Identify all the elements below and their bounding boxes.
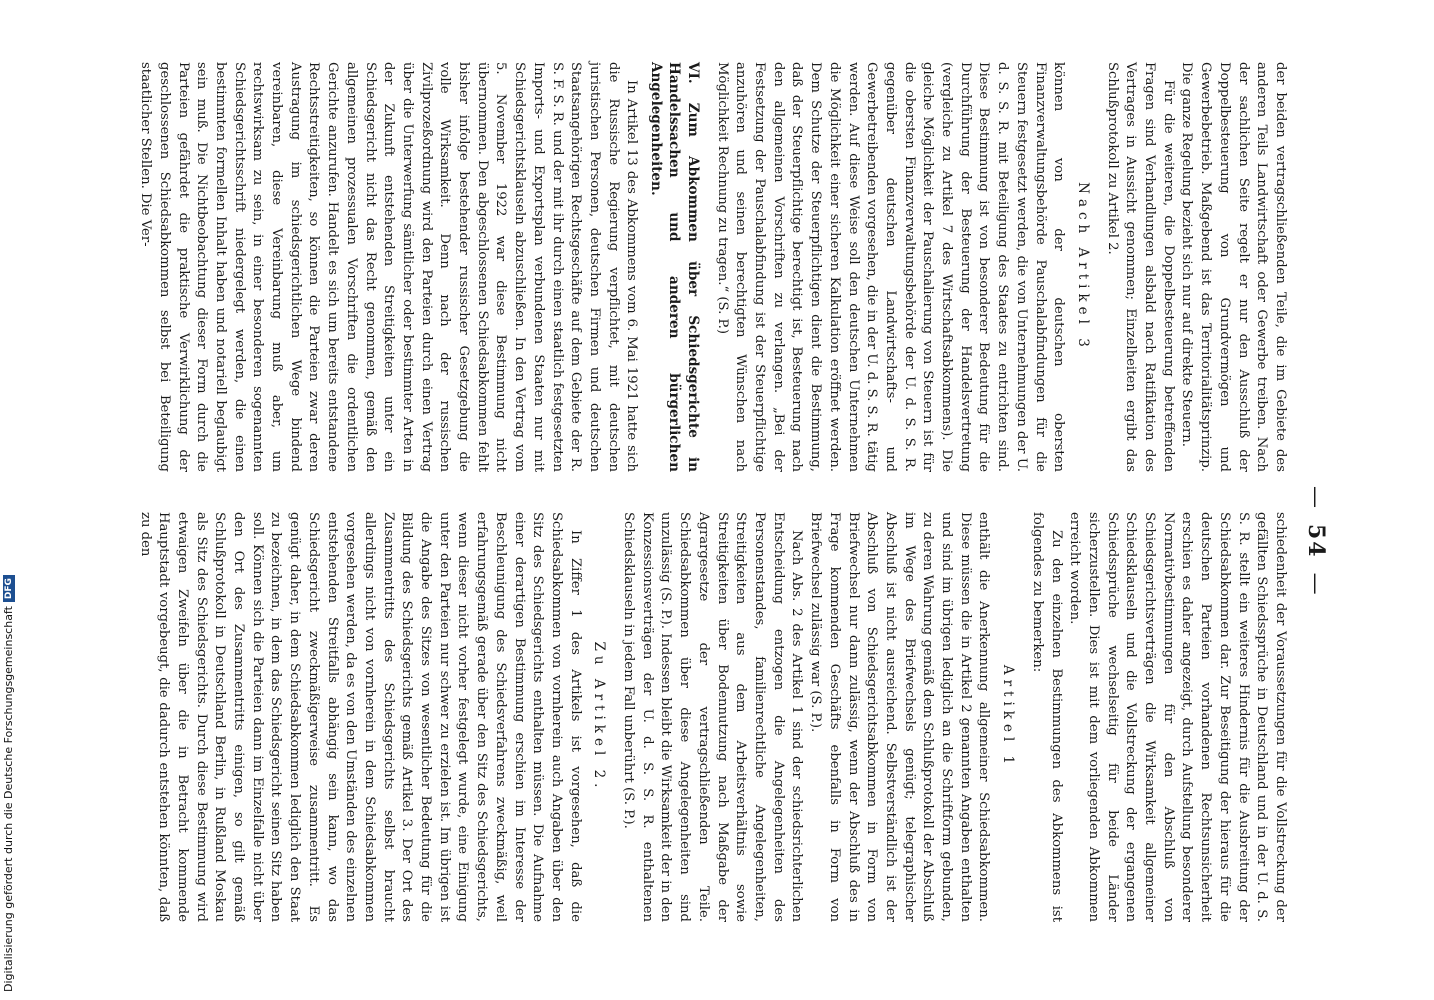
page-number-dash-right: —	[1303, 572, 1328, 597]
credit-text: Digitalisierung gefördert durch die Deutsche Forschungsgemeinschaft	[2, 606, 15, 992]
paragraph: In Artikel 13 des Abkommens vom 6. Mai 1921 hatte sich die Russische Regierung verpflichtet, mit deutschen juristischen Personen, deutschen Firmen und deutschen Staatsangehörigen Rechtsgeschäfte auf dem Gebiete der R. S. F. S. R. und der mit ihr durch einen staatlich festgesetzten Imports- und Exportsplan verbundenen Staaten nur mit Schiedsgerichtsklauseln abzuschließen. In den Vertrag vom 5. November 1922 war diese Bestimmung nicht übernommen. Den abgeschlossenen Schiedsabkommen fehlt bisher infolge bestehender russischer Gesetzgebung die volle Wirksamkeit. Denn nach der russischen Zivilprozeßordnung wird den Parteien durch einen Vertrag über die Unterwerfung sämtlicher oder bestimmter Arten in der Zukunft entstehenden Streitigkeiten unter ein Schiedsgericht nicht das Recht genommen, gemäß den allgemeinen prozessualen Vorschriften die ordentlichen Gerichte anzurufen. Handelt es sich um bereits entstandene Rechtsstreitigkeiten, so können die Parteien zwar deren Austragung im schiedsgerichtlichen Wege bindend vereinbaren, diese Vereinbarung muß aber, um rechtswirksam zu sein, in einer besonderen sogenannten Schiedsgerichtsschrift niedergelegt werden, die einen bestimmten formellen Inhalt haben und notariell beglaubigt sein muß. Die Nichtbeobachtung dieser Form durch die Parteien gefährdet die praktische Verwirklichung der geschlossenen Schiedsabkommen selbst bei Beteiligung staatlicher Stellen. Die Ver-	[138, 62, 640, 472]
page-number-value: 54	[1303, 524, 1329, 559]
scanned-page	[20, 0, 1434, 1000]
right-column	[135, 512, 1289, 922]
left-column	[135, 62, 1289, 472]
heading-artikel-2: Zu Artikel 2.	[591, 641, 608, 793]
dfg-logo-icon: DFG	[3, 575, 15, 602]
paragraph: enthält die Anerkennung allgemeiner Schiedsabkommen. Diese müssen die in Artikel 2 genannten Angaben enthalten und sind im übrigen lediglich an die Schriftform gebunden, zu deren Wahrung gemäß dem Schlußprotokoll der Abschluß im Wege des Briefwechsels genügt; telegraphischer Abschluß ist nicht ausreichend. Selbstverständlich ist der Abschluß von Schiedsgerichtsabkommen in Form von Briefwechsel nur dann zulässig, wenn der Abschluß des in Frage kommenden Geschäfts ebenfalls in Form von Briefwechsel zulässig war (S. P.).	[808, 512, 992, 922]
page-number	[1303, 472, 1329, 611]
heading-artikel-1: Artikel 1	[1000, 664, 1017, 770]
rotated-page	[137, 50, 1337, 950]
heading-artikel-3: Nach Artikel 3	[1074, 182, 1091, 352]
paragraph: Für die weiteren, die Doppelbesteuerung betreffenden Fragen sind Verhandlungen alsbald nach Ratifikation des Vertrages in Aussicht genommen; Einzelheiten ergibt das Schlußprotokoll zu Artikel 2.	[1104, 62, 1176, 472]
paragraph: In Ziffer 1 des Artikels ist vorgesehen, daß die Schiedsabkommen von vornherein auch Angaben über den Sitz des Schiedsgerichts enthalten müssen. Die Aufnahme einer derartigen Bestimmung erschien im Interesse der Beschleunigung des Schiedsverfahrens zweckmäßig, weil erfahrungsgemäß gerade über den Sitz des Schiedsgerichts, wenn dieser nicht vorher festgelegt wurde, eine Einigung unter den Parteien nur schwer zu erzielen ist. Im übrigen ist die Angabe des Sitzes von wesentlicher Bedeutung für die Bildung des Schiedsgerichts gemäß Artikel 3. Der Ort des Zusammentritts des Schiedsgerichts selbst braucht allerdings nicht von vornherein in dem Schiedsabkommen vorgesehen werden, da es von den Umständen des einzelnen entstehenden Streitfalls abhängig sein kann, wo das Schiedsgericht zweckmäßigerweise zusammentritt. Es genügt daher, in dem Schiedsabkommen lediglich den Staat zu bezeichnen, in dem das Schiedsgericht seinen Sitz haben soll. Können sich die Parteien dann im Einzelfalle nicht über den Ort des Zusammentritts einigen, so gilt gemäß Schlußprotokoll in Deutschland Berlin, in Rußland Moskau als Sitz des Schiedsgerichts. Durch diese Bestimmung wird etwaigen Zweifeln über die in Betracht kommende Hauptstadt vorgebeugt, die dadurch entstehen könnten, daß zu den	[137, 512, 583, 922]
paragraph: Zu den einzelnen Bestimmungen des Abkommens ist folgendes zu bemerken:	[1029, 512, 1064, 922]
paragraph: können von der deutschen obersten Finanzverwaltungsbehörde Pauschalabfindungen für die Steuern festgesetzt werden, die von Unternehmungen der U. d. S. S. R. mit Beteiligung des Staates zu entrichten sind. Diese Bestimmung ist von besonderer Bedeutung für die Durchführung der Besteuerung der Handelsvertretung (vergleiche zu Artikel 7 des Wirtschaftsabkommens). Die gleiche Möglichkeit der Pauschalierung von Steuern ist für die obersten Finanzverwaltungsbehörde der U. d. S. S. R. gegenüber deutschen Landwirtschafts- und Gewerbetreibenden vorgesehen, die in der U. d. S. S. R. tätig werden. Auf diese Weise soll den deutschen Unternehmen die Möglichkeit einer sicheren Kalkulation eröffnet werden. Dem Schutze der Steuerpflichtigen dient die Bestimmung, daß der Steuerpflichtige berechtigt ist, Besteuerung nach den allgemeinen Vorschriften zu verlangen. „Bei der Festsetzung der Pauschalabfindung ist der Steuerpflichtige anzuhören und seinen berechtigten Wünschen nach Möglichkeit Rechnung zu tragen.“ (S. P.)	[714, 62, 1067, 472]
section-heading-vi: VI. Zum Abkommen über Schiedsgerichte in Handelssachen und anderen bürgerlichen Angelegenheiten.	[647, 62, 701, 472]
paragraph: der beiden vertragschließenden Teile, die im Gebiete des anderen Teils Landwirtschaft oder Gewerbe treiben. Nach der sachlichen Seite regelt er nur den Ausschluß der Doppelbesteuerung von Grundvermögen und Gewerbebetrieb. Maßgebend ist das Territorialitätsprinzip. Die ganze Regelung bezieht sich nur auf direkte Steuern.	[1179, 62, 1288, 472]
digitization-credit	[2, 575, 15, 992]
paragraph: schiedenheit der Voraussetzungen für die Vollstreckung der gefällten Schiedssprüche in Deutschland und in der U. d. S. S. R. stellt ein weiteres Hindernis für die Ausbreitung der Schiedsabkommen dar. Zur Beseitigung der hieraus für die deutschen Parteien vorhandenen Rechtsunsicherheit erschien es daher angezeigt, durch Aufstellung besonderer Normativbestimmungen für den Abschluß von Schiedsgerichtsverträgen die Wirksamkeit allgemeiner Schiedsklauseln und die Vollstreckung der ergangenen Schiedssprüche wechselseitig für beide Länder sicherzustellen. Dies ist mit dem vorliegenden Abkommen erreicht worden.	[1067, 512, 1288, 922]
paragraph: Nach Abs. 2 des Artikel 1 sind der schiedsrichterlichen Entscheidung entzogen die Angelegenheiten des Personenstandes, familienrechtliche Angelegenheiten, Streitigkeiten aus dem Arbeitsverhältnis sowie Streitigkeiten über Bodennutzung nach Maßgabe der Agrargesetze der vertragschließenden Teile. Schiedsabkommen über diese Angelegenheiten sind unzulässig (S. P.). Indessen bleibt die Wirksamkeit der in den Konzessionsverträgen der U. d. S. S. R. enthaltenen Schiedsklauseln in jedem Fall unberührt (S. P.).	[621, 512, 805, 922]
digitization-credit-strip	[0, 0, 20, 1000]
page-number-dash-left: —	[1303, 486, 1328, 510]
